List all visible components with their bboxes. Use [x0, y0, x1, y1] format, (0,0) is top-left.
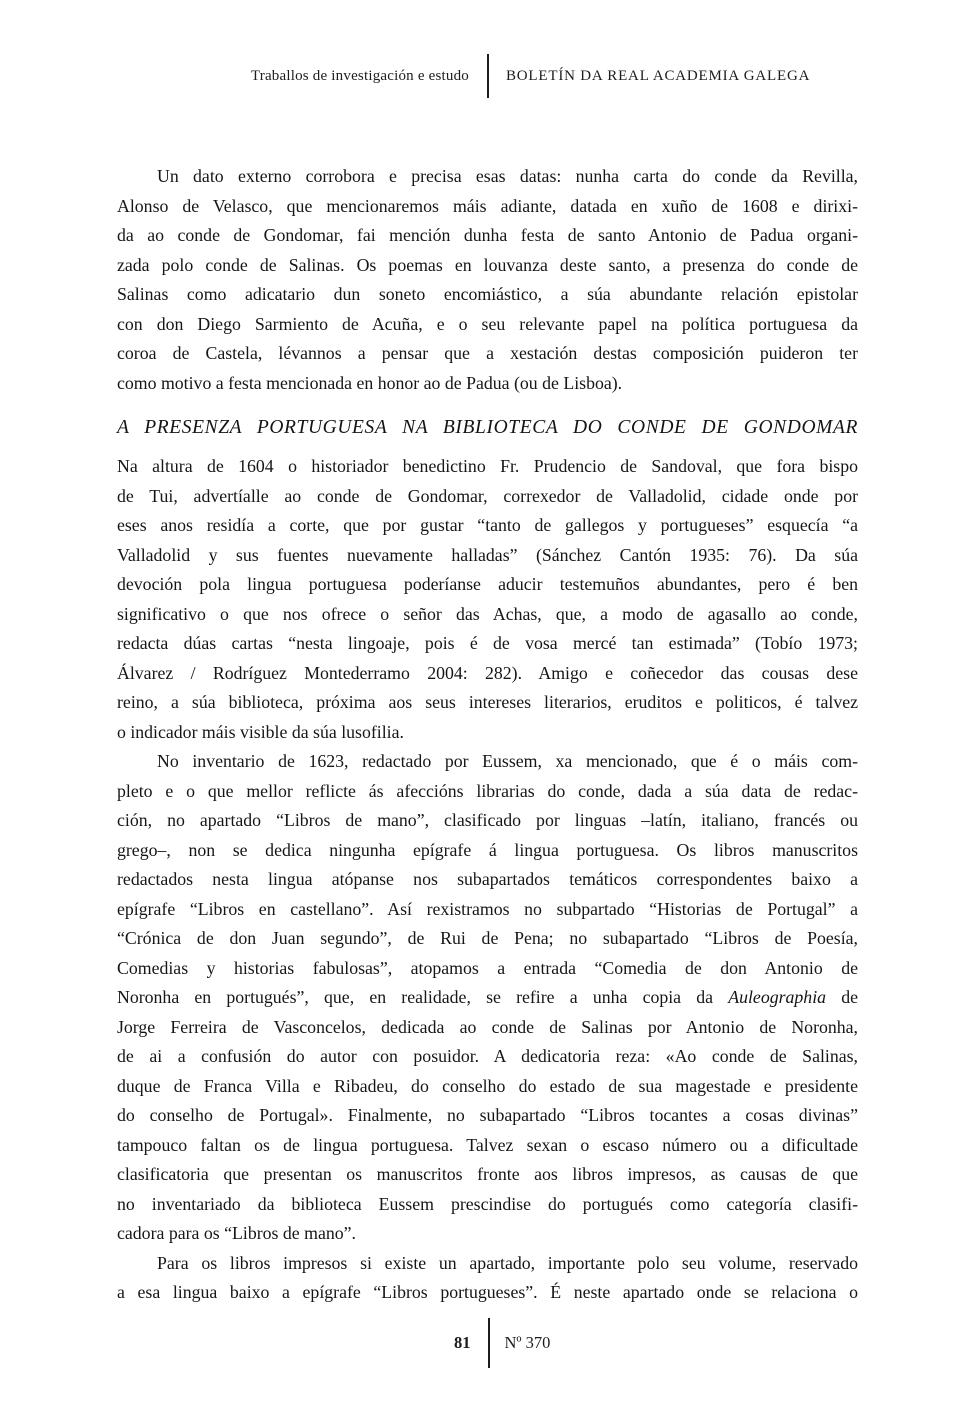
text-line: Jorge Ferreira de Vasconcelos, dedicada ao conde de Salinas por Antonio de Noronha,	[117, 1016, 858, 1037]
text-line: ción, no apartado “Libros de mano”, clasificado por linguas –latín, italiano, francés ou	[117, 810, 858, 830]
text-line: eses anos residía a corte, que por gustar “tanto de gallegos y portugueses” esquecía “a	[117, 515, 858, 535]
issue-number: Nº 370	[504, 1333, 551, 1352]
text-segment: Noronha en portugués”, que, en realidade, se refire a unha copia da	[117, 987, 729, 1007]
paragraph	[117, 162, 858, 398]
text-line: con don Diego Sarmiento de Acuña, e o seu relevante papel na política portuguesa da	[117, 313, 858, 334]
page-footer	[0, 1318, 975, 1368]
text-line: de Tui, advertíalle ao conde de Gondomar, correxedor de Valladolid, cidade onde por	[117, 485, 858, 506]
header-right-label: BOLETÍN DA REAL ACADEMIA GALEGA	[506, 67, 811, 84]
text-segment: de	[826, 987, 858, 1007]
text-line: zada polo conde de Salinas. Os poemas en louvanza deste santo, a presenza do conde de	[117, 254, 858, 275]
text-line: Álvarez / Rodríguez Montederramo 2004: 282). Amigo e coñecedor das cousas dese	[117, 662, 858, 683]
text-line: reino, a súa biblioteca, próxima aos seus intereses literarios, eruditos e politicos, é talvez	[117, 692, 858, 712]
paragraph	[117, 1249, 858, 1308]
text-line: como motivo a festa mencionada en honor ao de Padua (ou de Lisboa).	[117, 372, 623, 393]
text-line: da ao conde de Gondomar, fai mención dunha festa de santo Antonio de Padua organi-	[117, 225, 858, 245]
text-line: clasificatoria que presentan os manuscritos fronte aos libros impresos, as causas de que	[117, 1164, 858, 1184]
text-line: significativo o que nos ofrece o señor das Achas, que, a modo de agasallo ao conde,	[117, 603, 858, 624]
text-line: Valladolid y sus fuentes nuevamente halladas” (Sánchez Cantón 1935: 76). Da súa	[117, 544, 858, 565]
text-line: devoción pola lingua portuguesa poderíanse aducir testemuños abundantes, pero é ben	[117, 574, 858, 594]
page-number: 81	[454, 1333, 471, 1352]
paragraph	[117, 452, 858, 747]
text-line: tampouco faltan os de lingua portuguesa. Talvez sexan o escaso número ou a dificultade	[117, 1134, 858, 1155]
text-line: de ai a confusión do autor con posuidor. A dedicatoria reza: «Ao conde de Salinas,	[117, 1046, 858, 1066]
text-line: duque de Franca Villa e Ribadeu, do conselho do estado de sua magestade e presidente	[117, 1075, 858, 1096]
article-body	[117, 162, 858, 1308]
text-line: Salinas como adicatario dun soneto encomiástico, a súa abundante relación epistolar	[117, 284, 858, 304]
text-line	[117, 983, 858, 1013]
text-line: redactados nesta lingua atópanse nos subapartados temáticos correspondentes baixo a	[117, 869, 858, 889]
text-line: coroa de Castela, lévannos a pensar que a xestación destas composición puideron ter	[117, 343, 858, 363]
text-line: Para os libros impresos si existe un apartado, importante polo seu volume, reservado	[157, 1252, 858, 1273]
text-line: No inventario de 1623, redactado por Eussem, xa mencionado, que é o máis com-	[157, 751, 858, 771]
text-line: pleto e o que mellor reflicte ás afeccións librarias do conde, dada a súa data de redac-	[117, 780, 858, 801]
text-line: a esa lingua baixo a epígrafe “Libros portugueses”. É neste apartado onde se relaciona o	[117, 1282, 858, 1302]
text-line: no inventariado da biblioteca Eussem prescindise do portugués como categoría clasifi-	[117, 1193, 858, 1214]
text-line: “Crónica de don Juan segundo”, de Rui de Pena; no subapartado “Libros de Poesía,	[117, 928, 858, 948]
text-line: Alonso de Velasco, que mencionaremos máis adiante, datada en xuño de 1608 e dirixi-	[117, 195, 858, 216]
text-line: do conselho de Portugal». Finalmente, no subapartado “Libros tocantes a cosas divinas”	[117, 1105, 858, 1125]
page-header	[0, 54, 975, 98]
text-line: Na altura de 1604 o historiador benedictino Fr. Prudencio de Sandoval, que fora bispo	[117, 456, 858, 476]
text-line: redacta dúas cartas “nesta lingoaje, pois é de vosa mercé tan estimada” (Tobío 1973;	[117, 633, 858, 653]
text-line: Un dato externo corrobora e precisa esas datas: nunha carta do conde da Revilla,	[157, 166, 858, 186]
header-left-label: Traballos de investigación e estudo	[250, 67, 469, 84]
italic-title: Auleographia	[728, 987, 827, 1007]
text-line: Comedias y historias fabulosas”, atopamos a entrada “Comedia de don Antonio de	[117, 957, 858, 978]
text-line: epígrafe “Libros en castellano”. Así rexistramos no subpartado “Historias de Portugal” a	[117, 898, 858, 919]
section-heading: A PRESENZA PORTUGUESA NA BIBLIOTECA DO CONDE DE GONDOMAR	[117, 417, 858, 438]
text-line: cadora para os “Libros de mano”.	[117, 1223, 356, 1243]
paragraph	[117, 747, 858, 1249]
text-line: o indicador máis visible da súa lusofilia.	[117, 721, 404, 742]
text-line: grego–, non se dedica ningunha epígrafe á lingua portuguesa. Os libros manuscritos	[117, 839, 858, 860]
